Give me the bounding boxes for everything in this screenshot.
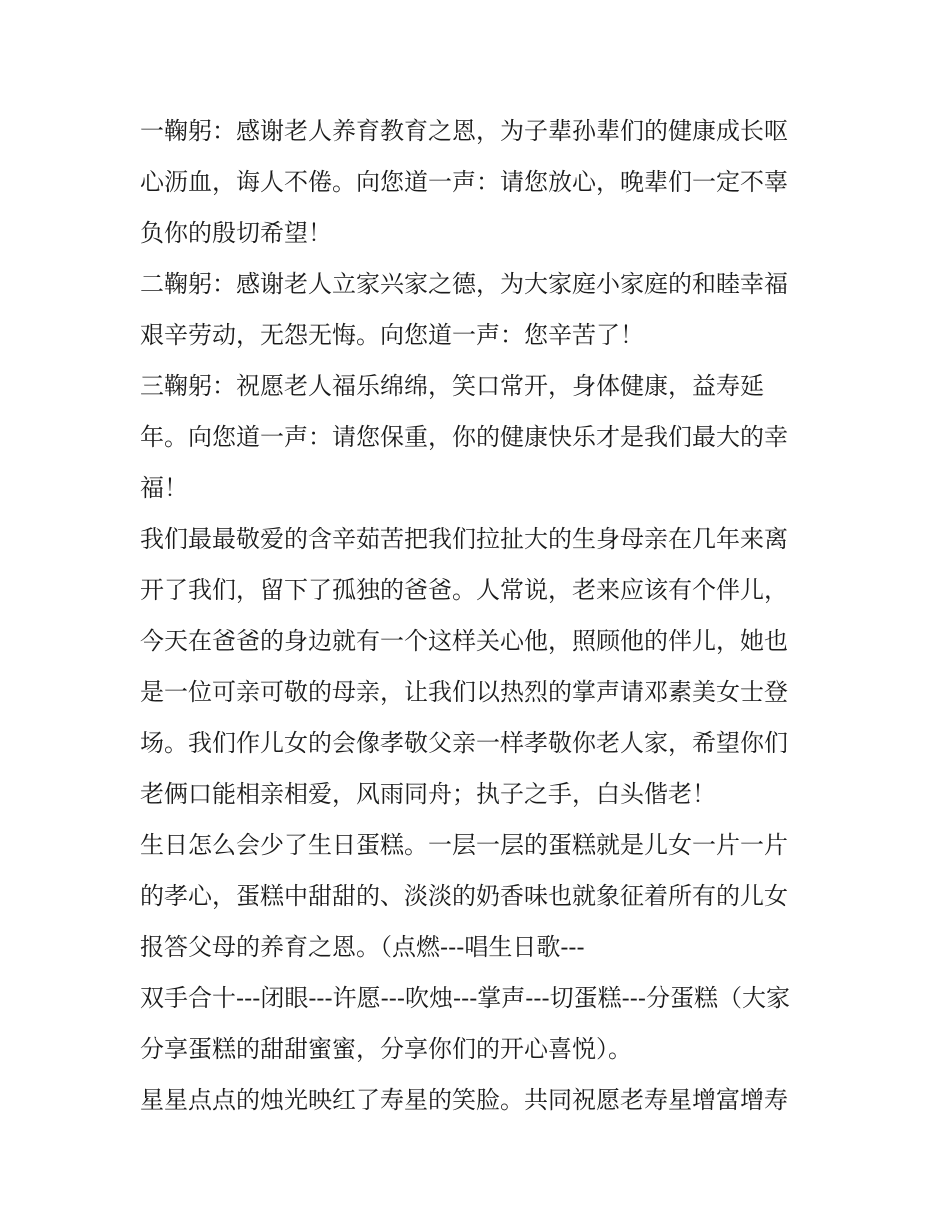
text-line: 艰辛劳动，无怨无悔。向您道一声：您辛苦了！ (140, 321, 644, 349)
text-line: 场。我们作儿女的会像孝敬父亲一样孝敬你老人家，希望你们 (140, 729, 788, 757)
text-line: 二鞠躬：感谢老人立家兴家之德，为大家庭小家庭的和睦幸福 (140, 270, 788, 298)
text-line: 报答父母的养育之恩。（点燃---唱生日歌--- (140, 933, 585, 961)
text-line: 福！ (140, 474, 188, 502)
text-line: 负你的殷切希望！ (140, 219, 332, 247)
text-line: 是一位可亲可敬的母亲，让我们以热烈的掌声请邓素美女士登 (140, 678, 788, 706)
text-line: 分享蛋糕的甜甜蜜蜜，分享你们的开心喜悦）。 (140, 1035, 632, 1063)
text-line: 开了我们，留下了孤独的爸爸。人常说，老来应该有个伴儿， (140, 576, 788, 604)
text-line: 年。向您道一声：请您保重，你的健康快乐才是我们最大的幸 (140, 423, 788, 451)
text-line: 心沥血，诲人不倦。向您道一声：请您放心，晚辈们一定不辜 (140, 168, 788, 196)
document-body (140, 106, 820, 1126)
text-line: 三鞠躬：祝愿老人福乐绵绵，笑口常开，身体健康，益寿延 (140, 372, 764, 400)
text-line: 的孝心，蛋糕中甜甜的、淡淡的奶香味也就象征着所有的儿女 (140, 882, 788, 910)
text-line: 一鞠躬：感谢老人养育教育之恩，为子辈孙辈们的健康成长呕 (140, 117, 788, 145)
text-line: 星星点点的烛光映红了寿星的笑脸。共同祝愿老寿星增富增寿 (140, 1086, 788, 1114)
text-line: 双手合十---闭眼---许愿---吹烛---掌声---切蛋糕---分蛋糕（大家 (140, 984, 790, 1012)
text-line: 老俩口能相亲相爱，风雨同舟；执子之手，白头偕老！ (140, 780, 716, 808)
text-line: 我们最最敬爱的含辛茹苦把我们拉扯大的生身母亲在几年来离 (140, 525, 788, 553)
text-line: 今天在爸爸的身边就有一个这样关心他，照顾他的伴儿，她也 (140, 627, 788, 655)
text-line: 生日怎么会少了生日蛋糕。一层一层的蛋糕就是儿女一片一片 (140, 831, 788, 859)
